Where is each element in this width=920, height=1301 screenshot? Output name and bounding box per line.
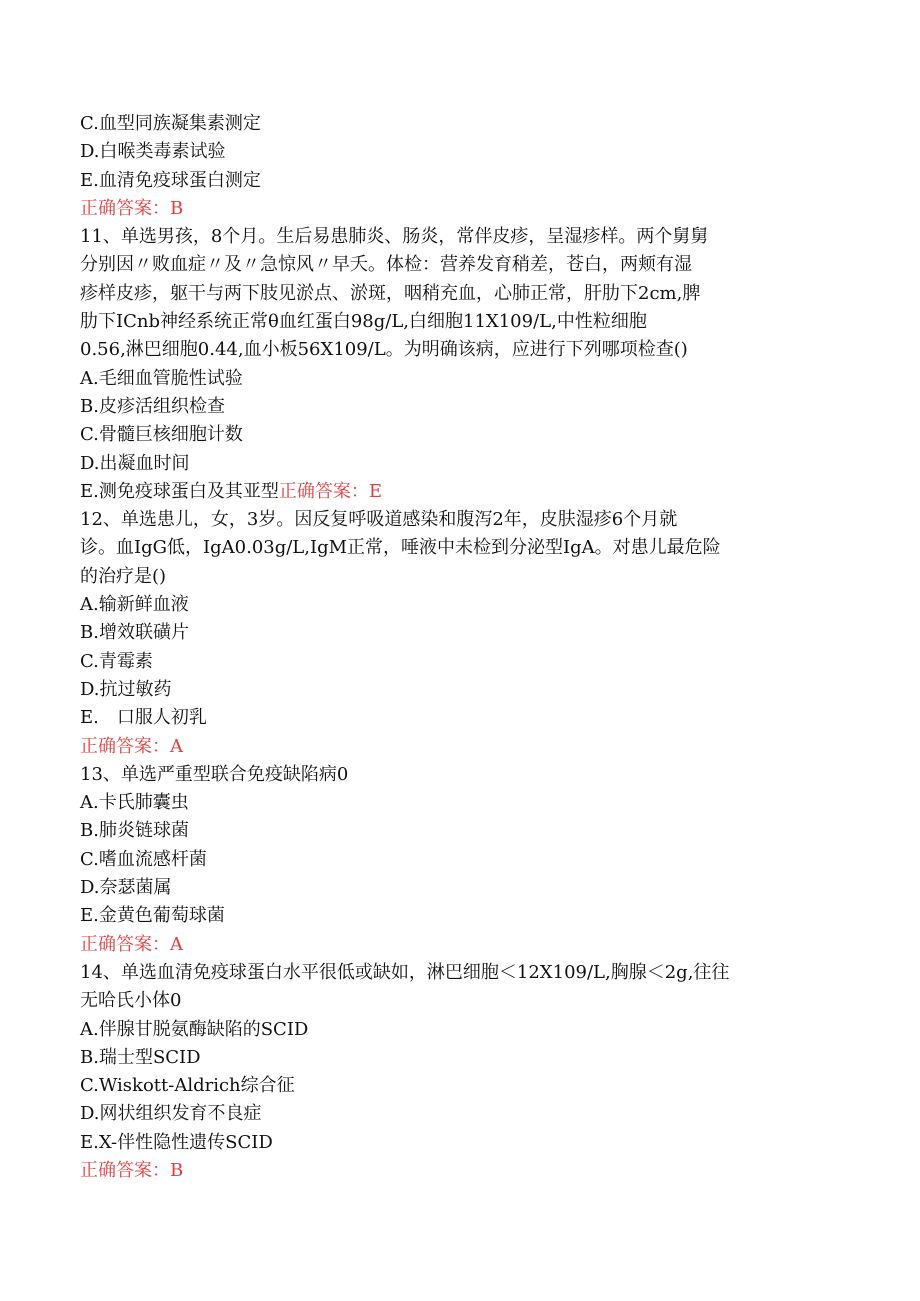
question-stem-line: 无哈氏小体0 [80,990,182,1012]
correct-answer: 正确答案：B [80,1159,184,1181]
option-d: D.奈瑟菌属 [80,877,172,899]
option-e: E.金黄色葡萄球菌 [80,905,225,927]
option-d: D.白喉类毒素试验 [80,141,226,163]
option-a: A.输新鲜血液 [80,594,189,616]
question-stem-line: 分别因〃败血症〃及〃急惊风〃早夭。体检：营养发育稍差，苍白，两颊有湿 [80,254,692,276]
correct-answer: 正确答案：B [80,197,184,219]
question-stem-line: 11、单选男孩，8个月。生后易患肺炎、肠炎，常伴皮疹，呈湿疹样。两个舅舅 [80,226,709,248]
option-a: A.毛细血管脆性试验 [80,367,243,389]
option-e-with-answer [80,478,840,506]
option-e: E. 口服人初乳 [80,707,207,729]
correct-answer: 正确答案：E [278,480,383,502]
question-stem-line: 的治疗是() [80,565,167,587]
option-b: B.肺炎链球菌 [80,820,189,842]
option-d: D.抗过敏药 [80,678,172,700]
document-page [80,110,840,1185]
option-a: A.伴腺甘脱氨酶缺陷的SCID [80,1018,309,1040]
option-d: D.出凝血时间 [80,452,190,474]
question-stem-line: 12、单选患儿，女，3岁。因反复呼吸道感染和腹泻2年，皮肤湿疹6个月就 [80,509,678,531]
question-stem-line: 疹样皮疹，躯干与两下肢见淤点、淤斑，咽稍充血，心肺正常，肝肋下2cm,脾 [80,282,701,304]
option-c: C.嗜血流感杆菌 [80,848,207,870]
correct-answer: 正确答案：A [80,735,183,757]
question-stem-line: 13、单选严重型联合免疫缺陷病0 [80,763,349,785]
option-c: C.青霉素 [80,650,153,672]
question-stem-line: 诊。血IgG低，IgA0.03g/L,IgM正常，唾液中未检到分泌型IgA。对患儿最危险 [80,537,721,559]
option-c: C.Wiskott-Aldrich综合征 [80,1075,295,1097]
option-e: E.X-伴性隐性遗传SCID [80,1131,273,1153]
question-stem-line: 肋下ICnb神经系统正常θ血红蛋白98g/L,白细胞11X109/L,中性粒细胞 [80,311,647,333]
option-b: B.皮疹活组织检查 [80,395,225,417]
option-c: C.血型同族凝集素测定 [80,113,261,134]
option-d: D.网状组织发育不良症 [80,1103,262,1125]
question-stem-line: 0.56,淋巴细胞0.44,血小板56X109/L。为明确该病，应进行下列哪项检查() [80,339,688,361]
correct-answer: 正确答案：A [80,933,183,955]
option-a: A.卡氏肺囊虫 [80,792,189,814]
option-e: E.血清免疫球蛋白测定 [80,169,261,191]
question-stem-line: 14、单选血清免疫球蛋白水平很低或缺如，淋巴细胞＜12X109/L,胸腺＜2g,往往 [80,961,730,983]
option-b: B.瑞士型SCID [80,1046,201,1068]
option-e: E.测免疫球蛋白及其亚型 [80,480,279,502]
option-c: C.骨髓巨核细胞计数 [80,424,243,446]
option-b: B.增效联磺片 [80,622,189,644]
